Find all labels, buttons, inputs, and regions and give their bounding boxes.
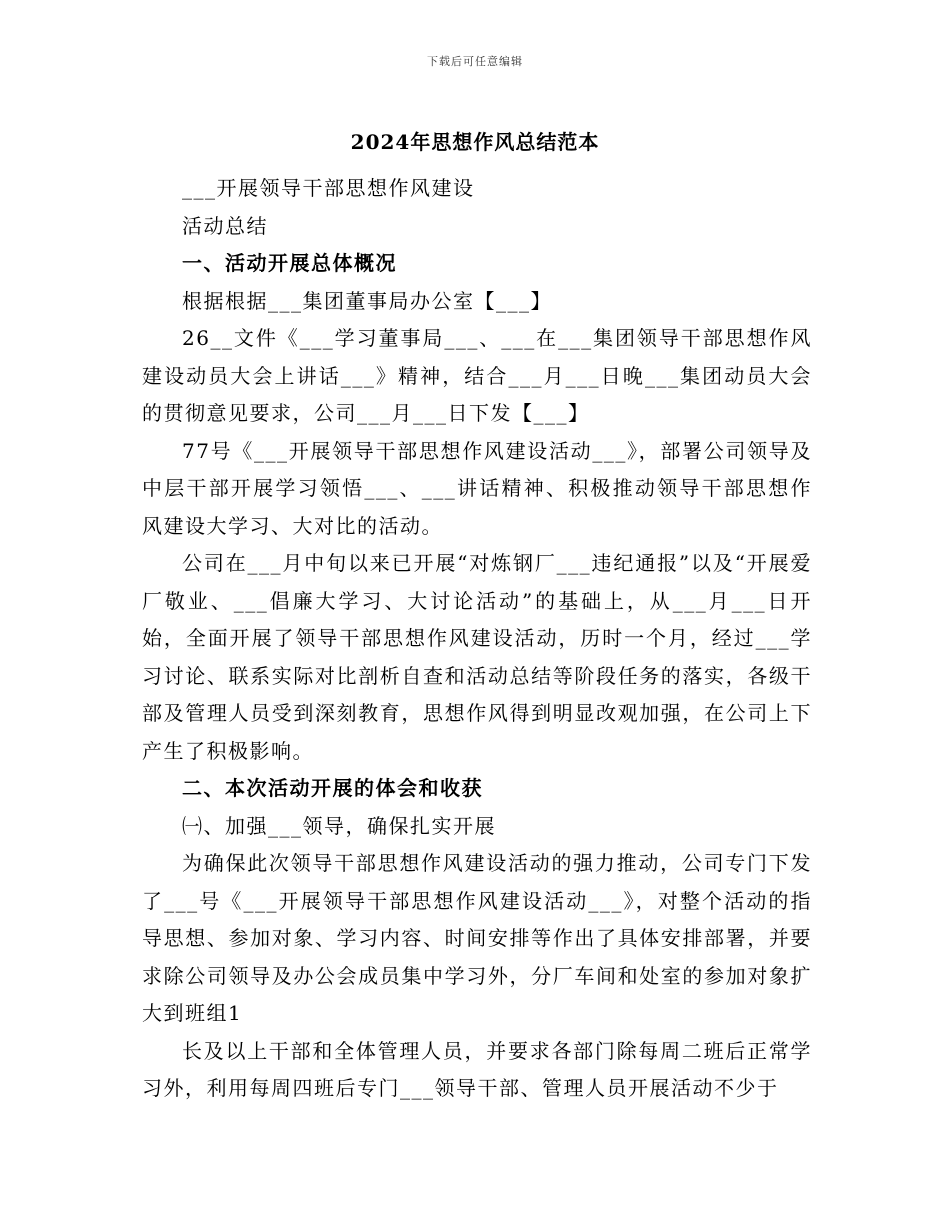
paragraph-2: 26__文件《___学习董事局___、___在___集团领导干部思想作风建设动员大会上讲话___》精神，结合___月___日晚___集团动员大会的贯彻意见要求，公司___月___日下发【___】: [142, 326, 812, 425]
subsection-heading-1: ㈠、加强___领导，确保扎实开展: [182, 813, 496, 838]
section-heading-2: 二、本次活动开展的体会和收获: [182, 776, 483, 800]
paragraph-1: 根据根据___集团董事局办公室【___】: [182, 288, 552, 313]
paragraph-5: 为确保此次领导干部思想作风建设活动的强力推动，公司专门下发了___号《___开展领导干部思想作风建设活动___》，对整个活动的指导思想、参加对象、学习内容、时间安排等作出了具体安排部署，并要求除公司领导及办公会成员集中学习外，分厂车间和处室的参加对象扩大到班组1: [142, 851, 812, 1025]
subtitle-line-1: ___开展领导干部思想作风建设: [182, 176, 475, 200]
document-body: [142, 170, 812, 1108]
section-heading-1: 一、活动开展总体概况: [182, 251, 397, 275]
paragraph-3: 77号《___开展领导干部思想作风建设活动___》，部署公司领导及中层干部开展学习领悟___、___讲话精神、积极推动领导干部思想作风建设大学习、大对比的活动。: [142, 438, 812, 538]
paragraph-6: 长及以上干部和全体管理人员，并要求各部门除每周二班后正常学习外，利用每周四班后专门___领导干部、管理人员开展活动不少于: [142, 1038, 812, 1100]
header-note: 下载后可任意编辑: [427, 55, 523, 68]
document-title: 2024年思想作风总结范本: [350, 130, 600, 154]
subtitle-line-2: 活动总结: [182, 213, 268, 238]
paragraph-4: 公司在___月中旬以来已开展“对炼钢厂___违纪通报”以及“开展爱厂敬业、___倡廉大学习、大讨论活动”的基础上，从___月___日开始，全面开展了领导干部思想作风建设活动，历时一个月，经过___学习讨论、联系实际对比剖析自查和活动总结等阶段任务的落实，各级干部及管理人员受到深刻教育，思想作风得到明显改观加强，在公司上下产生了积极影响。: [142, 551, 812, 763]
